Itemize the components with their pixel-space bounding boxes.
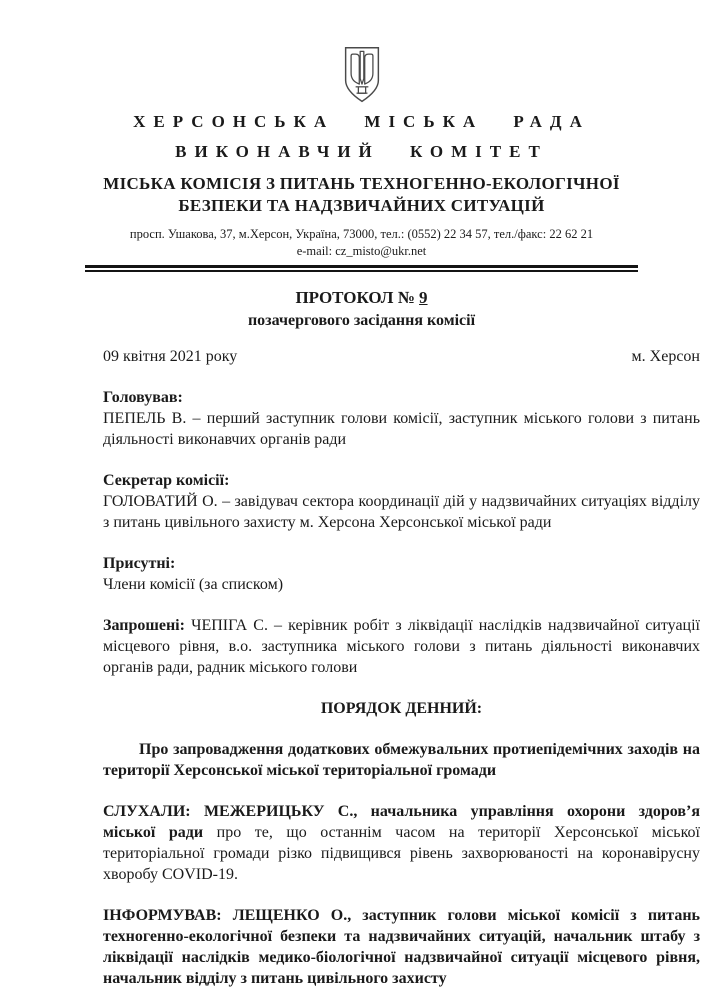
heard-text: про те, що останнім часом на території Херсонської міської територіальної громади різко підвищився рівень захворюваності на коронавірусну хворобу COVID-19. bbox=[103, 824, 700, 883]
date-place-row bbox=[103, 346, 700, 367]
protocol-title-label: ПРОТОКОЛ № bbox=[295, 288, 415, 307]
present-label: Присутні: bbox=[103, 555, 176, 572]
invited-section bbox=[103, 615, 700, 678]
present-text: Члени комісії (за списком) bbox=[103, 576, 284, 593]
invited-paragraph bbox=[103, 615, 700, 678]
heard-paragraph bbox=[103, 801, 700, 885]
document-date: 09 квітня 2021 року bbox=[103, 348, 238, 365]
agenda-item-section bbox=[103, 739, 700, 781]
chair-section bbox=[103, 387, 700, 450]
invited-text: ЧЕПІГА С. – керівник робіт з ліквідації наслідків надзвичайної ситуації місцевого рівня, в.о. заступника міського голови з питань діяльності виконавчих органів ради, радник міського голови bbox=[103, 617, 701, 676]
secretary-label: Секретар комісії: bbox=[103, 472, 230, 489]
protocol-number: 9 bbox=[419, 288, 428, 307]
org-name-line: ХЕРСОНСЬКА МІСЬКА РАДА bbox=[133, 112, 590, 131]
letterhead bbox=[85, 46, 638, 272]
heard-speaker: МЕЖЕРИЦЬКУ С., начальника управління охорони здоров’я міської ради bbox=[103, 803, 700, 841]
ukraine-coat-of-arms-icon bbox=[85, 46, 638, 104]
chair-text: ПЕПЕЛЬ В. – перший заступник голови комісії, заступник міського голови з питань діяльності виконавчих органів ради bbox=[103, 410, 700, 448]
document-place: м. Херсон bbox=[631, 348, 700, 365]
heard-label: СЛУХАЛИ: bbox=[103, 803, 191, 820]
title-block bbox=[85, 287, 638, 331]
divider-thin-line bbox=[85, 270, 638, 272]
commission-name-line2: БЕЗПЕКИ ТА НАДЗВИЧАЙНИХ СИТУАЦІЙ bbox=[178, 196, 545, 215]
protocol-title bbox=[85, 287, 638, 308]
email-line: e-mail: cz_misto@ukr.net bbox=[296, 244, 427, 258]
agenda-heading-section bbox=[103, 698, 700, 719]
address-line: просп. Ушакова, 37, м.Херсон, Україна, 73000, тел.: (0552) 22 34 57, тел./факс: 22 62 21 bbox=[129, 227, 594, 241]
commission-name bbox=[85, 173, 638, 217]
agenda-heading: ПОРЯДОК ДЕННИЙ: bbox=[320, 700, 483, 717]
informed-paragraph bbox=[103, 905, 700, 989]
informed-section bbox=[103, 905, 700, 989]
document-body bbox=[103, 346, 700, 1004]
invited-label: Запрошені: bbox=[103, 617, 185, 634]
executive-committee-line: ВИКОНАВЧИЙ КОМІТЕТ bbox=[175, 142, 548, 161]
heard-section bbox=[103, 801, 700, 885]
letterhead-divider bbox=[85, 265, 638, 272]
commission-name-line1: МІСЬКА КОМІСІЯ З ПИТАНЬ ТЕХНОГЕННО-ЕКОЛОГІЧНОЇ bbox=[103, 174, 620, 193]
chair-label: Головував: bbox=[103, 389, 183, 406]
secretary-text: ГОЛОВАТИЙ О. – завідувач сектора координації дій у надзвичайних ситуаціях відділу з питань цивільного захисту м. Херсона Херсонської міської ради bbox=[103, 493, 700, 531]
agenda-item: Про запровадження додаткових обмежувальних протиепідемічних заходів на території Херсонської міської територіальної громади bbox=[103, 741, 700, 779]
informed-label: ІНФОРМУВАВ: bbox=[103, 907, 222, 924]
present-section bbox=[103, 553, 700, 595]
protocol-subtitle: позачергового засідання комісії bbox=[247, 312, 476, 329]
informed-text: ЛЕЩЕНКО О., заступник голови міської комісії з питань техногенно-екологічної безпеки та надзвичайних ситуацій, начальник штабу з ліквідації наслідків медико-біологічної надзвичайної ситуації місцевого рівня, начальник відділу з питань цивільного захисту bbox=[103, 907, 700, 987]
secretary-section bbox=[103, 470, 700, 533]
divider-thick-line bbox=[85, 265, 638, 268]
